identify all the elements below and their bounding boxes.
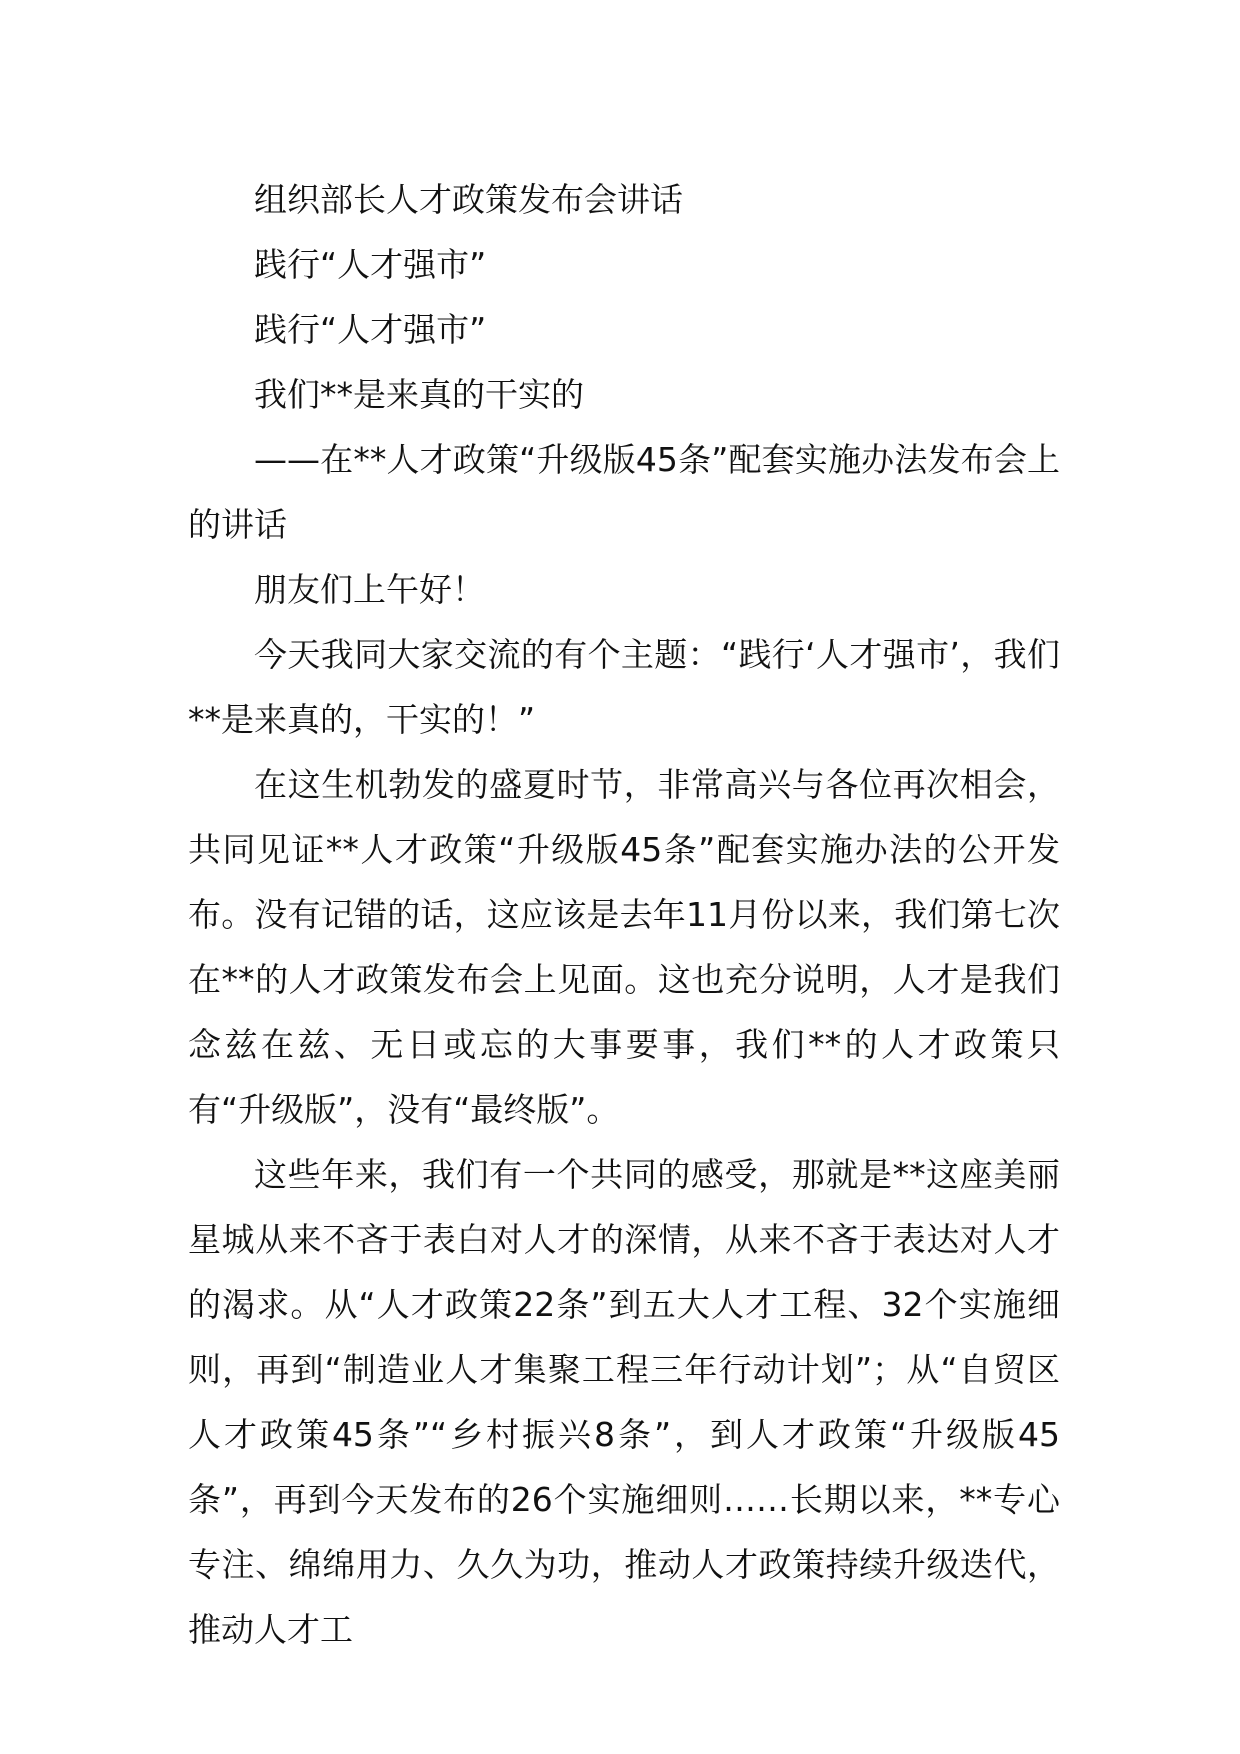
body-paragraph: 这些年来，我们有一个共同的感受，那就是**这座美丽星城从来不吝于表白对人才的深情，从来不吝于表达对人才的渴求。从“人才政策22条”到五大人才工程、32个实施细则，再到“制造业人才集聚工程三年行动计划”；从“自贸区人才政策45条”“乡村振兴8条”，到人才政策“升级版45条”，再到今天发布的26个实施细则……长期以来，**专心专注、绵绵用力、久久为功，推动人才政策持续升级迭代，推动人才工 [188,1155,1060,1649]
heading-line: 践行“人才强市” [254,245,487,284]
document-title: 组织部长人才政策发布会讲话 [254,180,683,219]
document-body [188,167,1060,1662]
heading-line: 践行“人才强市” [254,310,487,349]
speech-subtitle: ——在**人才政策“升级版45条”配套实施办法发布会上的讲话 [188,440,1060,544]
greeting: 朋友们上午好！ [254,570,485,609]
body-paragraph: 在这生机勃发的盛夏时节，非常高兴与各位再次相会，共同见证**人才政策“升级版45条”配套实施办法的公开发布。没有记错的话，这应该是去年11月份以来，我们第七次在**的人才政策发布会上见面。这也充分说明，人才是我们念兹在兹、无日或忘的大事要事，我们**的人才政策只有“升级版”，没有“最终版”。 [188,765,1060,1129]
body-paragraph: 今天我同大家交流的有个主题：“践行‘人才强市’，我们**是来真的，干实的！” [188,635,1060,739]
speech-title: 我们**是来真的干实的 [254,375,584,414]
